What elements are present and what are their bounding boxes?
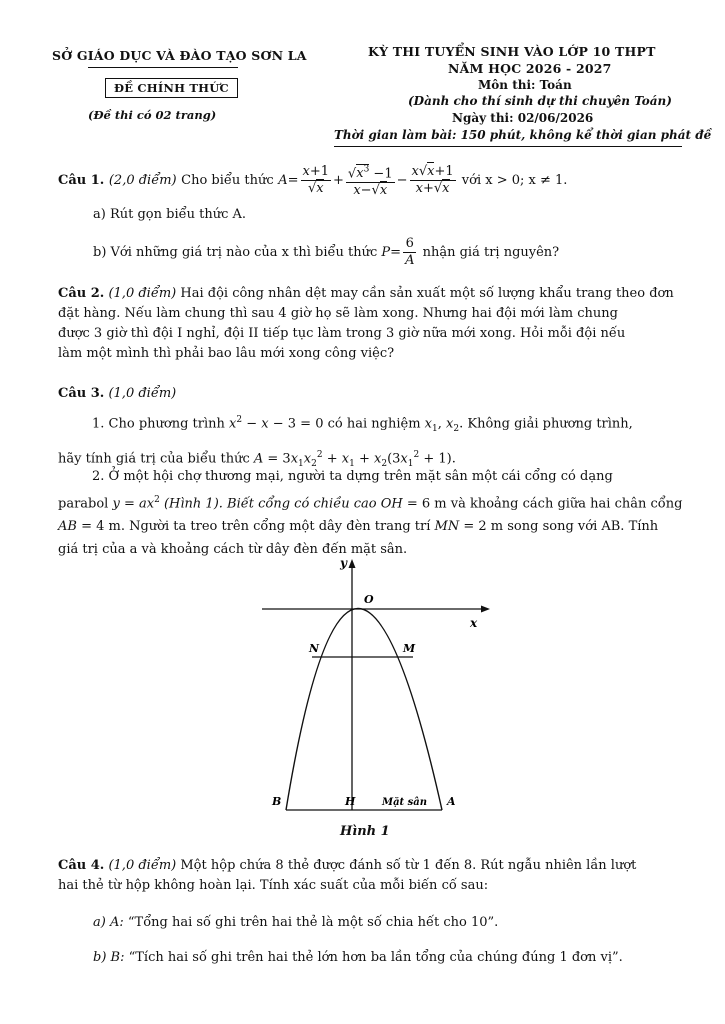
question-3-heading	[58, 384, 176, 404]
question-1b-post: nhận giá trị nguyên?	[422, 245, 560, 260]
question-2	[58, 284, 688, 364]
question-4b-label: b) B:	[93, 950, 125, 965]
q3-p2-line-2-a: parabol	[58, 496, 109, 512]
question-4a-label: a) A:	[93, 915, 124, 930]
question-2-line-3: được 3 giờ thì đội I nghỉ, đội II tiếp tục làm trong 3 giờ nữa mới xong. Hỏi mỗi đội nếu	[58, 326, 626, 341]
x-axis-label: x	[470, 616, 478, 630]
expression-A: A= $\frac{x+1}{√x}$ + $\frac{√x^3 -1}{x-√x}$ − $\frac{x√x+1}{x+√x}$	[278, 173, 462, 188]
exam-duration: Thời gian làm bài: 150 phút, không kể thời gian phát đề	[334, 128, 712, 142]
question-3-label: Câu 3.	[58, 386, 105, 401]
origin-label: O	[364, 593, 374, 606]
q3-p1-text-b: có hai nghiệm	[327, 416, 421, 432]
y-axis-label: y	[340, 556, 347, 570]
question-4a-text: “Tổng hai số ghi trên hai thẻ là một số chia hết cho 10”.	[127, 915, 499, 930]
question-4b-text: “Tích hai số ghi trên hai thẻ lớn hơn ba lần tổng của chúng đúng 1 đơn vị”.	[128, 950, 623, 965]
question-4	[58, 856, 688, 896]
duration-underline	[334, 146, 682, 147]
q3-p2-line-1: 2. Ở một hội chợ thương mại, người ta dựng trên mặt sân một cái cổng có dạng	[92, 469, 613, 484]
department-underline	[88, 67, 238, 68]
exam-date: Ngày thi: 02/06/2026	[452, 111, 594, 125]
question-4b	[93, 948, 623, 968]
question-1-label: Câu 1.	[58, 173, 105, 189]
point-n-label: N	[309, 642, 320, 655]
question-4-line-1: Một hộp chứa 8 thẻ được đánh số từ 1 đến 8. Rút ngẫu nhiên lần lượt	[180, 858, 637, 873]
question-2-line-2: đặt hàng. Nếu làm chung thì sau 4 giờ họ sẽ làm xong. Nhưng hai đội mới làm chung	[58, 306, 618, 321]
pages-note: (Đề thi có 02 trang)	[88, 108, 217, 122]
ground-label: Mặt sân	[382, 797, 428, 808]
question-4-points: (1,0 điểm)	[108, 858, 177, 873]
question-1-intro: Cho biểu thức	[181, 173, 274, 189]
question-3-points: (1,0 điểm)	[108, 386, 177, 401]
school-year: NĂM HỌC 2026 - 2027	[448, 61, 612, 76]
question-4a	[93, 913, 498, 933]
question-1b: b) Với những giá trị nào của x thì biểu thức P= $\frac{6}{A}$ nhận giá trị nguyên?	[93, 236, 560, 268]
question-1-condition: với x > 0; x ≠ 1.	[461, 173, 568, 189]
official-exam-box	[105, 78, 238, 98]
q3-p1-text-a: 1. Cho phương trình	[92, 416, 225, 432]
question-1-statement	[58, 162, 698, 199]
question-2-label: Câu 2.	[58, 286, 105, 301]
q3-p2-line-3-b: song song với AB. Tính	[507, 519, 659, 535]
point-a-label: A	[447, 795, 456, 808]
question-3-part-2: 2. Ở một hội chợ thương mại, người ta dựng trên mặt sân một cái cổng có dạng parabol $y = ax^2$ (Hình 1). Biết cổng có chiều cao OH = 6 m và khoảng cách giữa hai chân cổng AB = 4 m. Người ta treo trên cổng một dây đèn trang trí MN = 2 m song song với AB. Tính giá trị của a và khoảng cách từ dây đèn đến mặt sân.	[58, 467, 688, 560]
q3-p2-line-3-a: . Người ta treo trên cổng một dây đèn trang trí	[120, 519, 431, 535]
y-axis-arrow	[349, 559, 356, 568]
q3-p2-line-2-c: và khoảng cách giữa hai chân cổng	[450, 496, 683, 512]
q3-p2-line-2-b: (Hình 1). Biết cổng có chiều cao	[163, 496, 377, 512]
question-4-label: Câu 4.	[58, 858, 105, 873]
question-2-points: (1,0 điểm)	[108, 286, 177, 301]
exam-subject: Môn thi: Toán	[478, 78, 572, 92]
point-b-label: B	[272, 795, 282, 808]
x-axis-arrow	[481, 606, 490, 613]
exam-title: KỲ THI TUYỂN SINH VÀO LỚP 10 THPT	[368, 44, 656, 59]
official-exam-label: ĐỀ CHÍNH THỨC	[114, 81, 229, 95]
point-h-label: H	[345, 795, 356, 808]
exam-audience: (Dành cho thí sinh dự thi chuyên Toán)	[408, 94, 672, 108]
point-m-label: M	[403, 642, 416, 655]
question-1a: a) Rút gọn biểu thức A.	[93, 207, 247, 222]
q3-p2-line-4: giá trị của a và khoảng cách từ dây đèn đến mặt sân.	[58, 542, 408, 558]
figure-caption: Hình 1	[340, 824, 390, 839]
q3-p1-line-2: hãy tính giá trị của biểu thức	[58, 451, 250, 467]
parabola-curve	[286, 609, 442, 811]
question-3-part-1: 1. Cho phương trình $x^2 - x - 3 = 0$ có hai nghiệm $x_1$, $x_2$. Không giải phương trình, hãy tính giá trị của biểu thức $A = 3x_1x_2^2 + x_1 + x_2(3x_1^2 + 1)$.	[58, 415, 633, 469]
question-4-line-2: hai thẻ từ hộp không hoàn lại. Tính xác suất của mỗi biến cố sau:	[58, 878, 489, 893]
question-2-line-4: làm một mình thì phải bao lâu mới xong công việc?	[58, 346, 395, 361]
question-1-points: (2,0 điểm)	[108, 173, 177, 189]
department-name: SỞ GIÁO DỤC VÀ ĐÀO TẠO SƠN LA	[52, 48, 307, 63]
question-2-line-1: Hai đội công nhân dệt may cần sản xuất một số lượng khẩu trang theo đơn	[180, 286, 674, 301]
parabola-gate-figure	[250, 555, 500, 845]
q3-p1-text-c: . Không giải phương trình,	[459, 416, 633, 432]
question-1b-pre: b) Với những giá trị nào của x thì biểu thức	[93, 245, 378, 260]
